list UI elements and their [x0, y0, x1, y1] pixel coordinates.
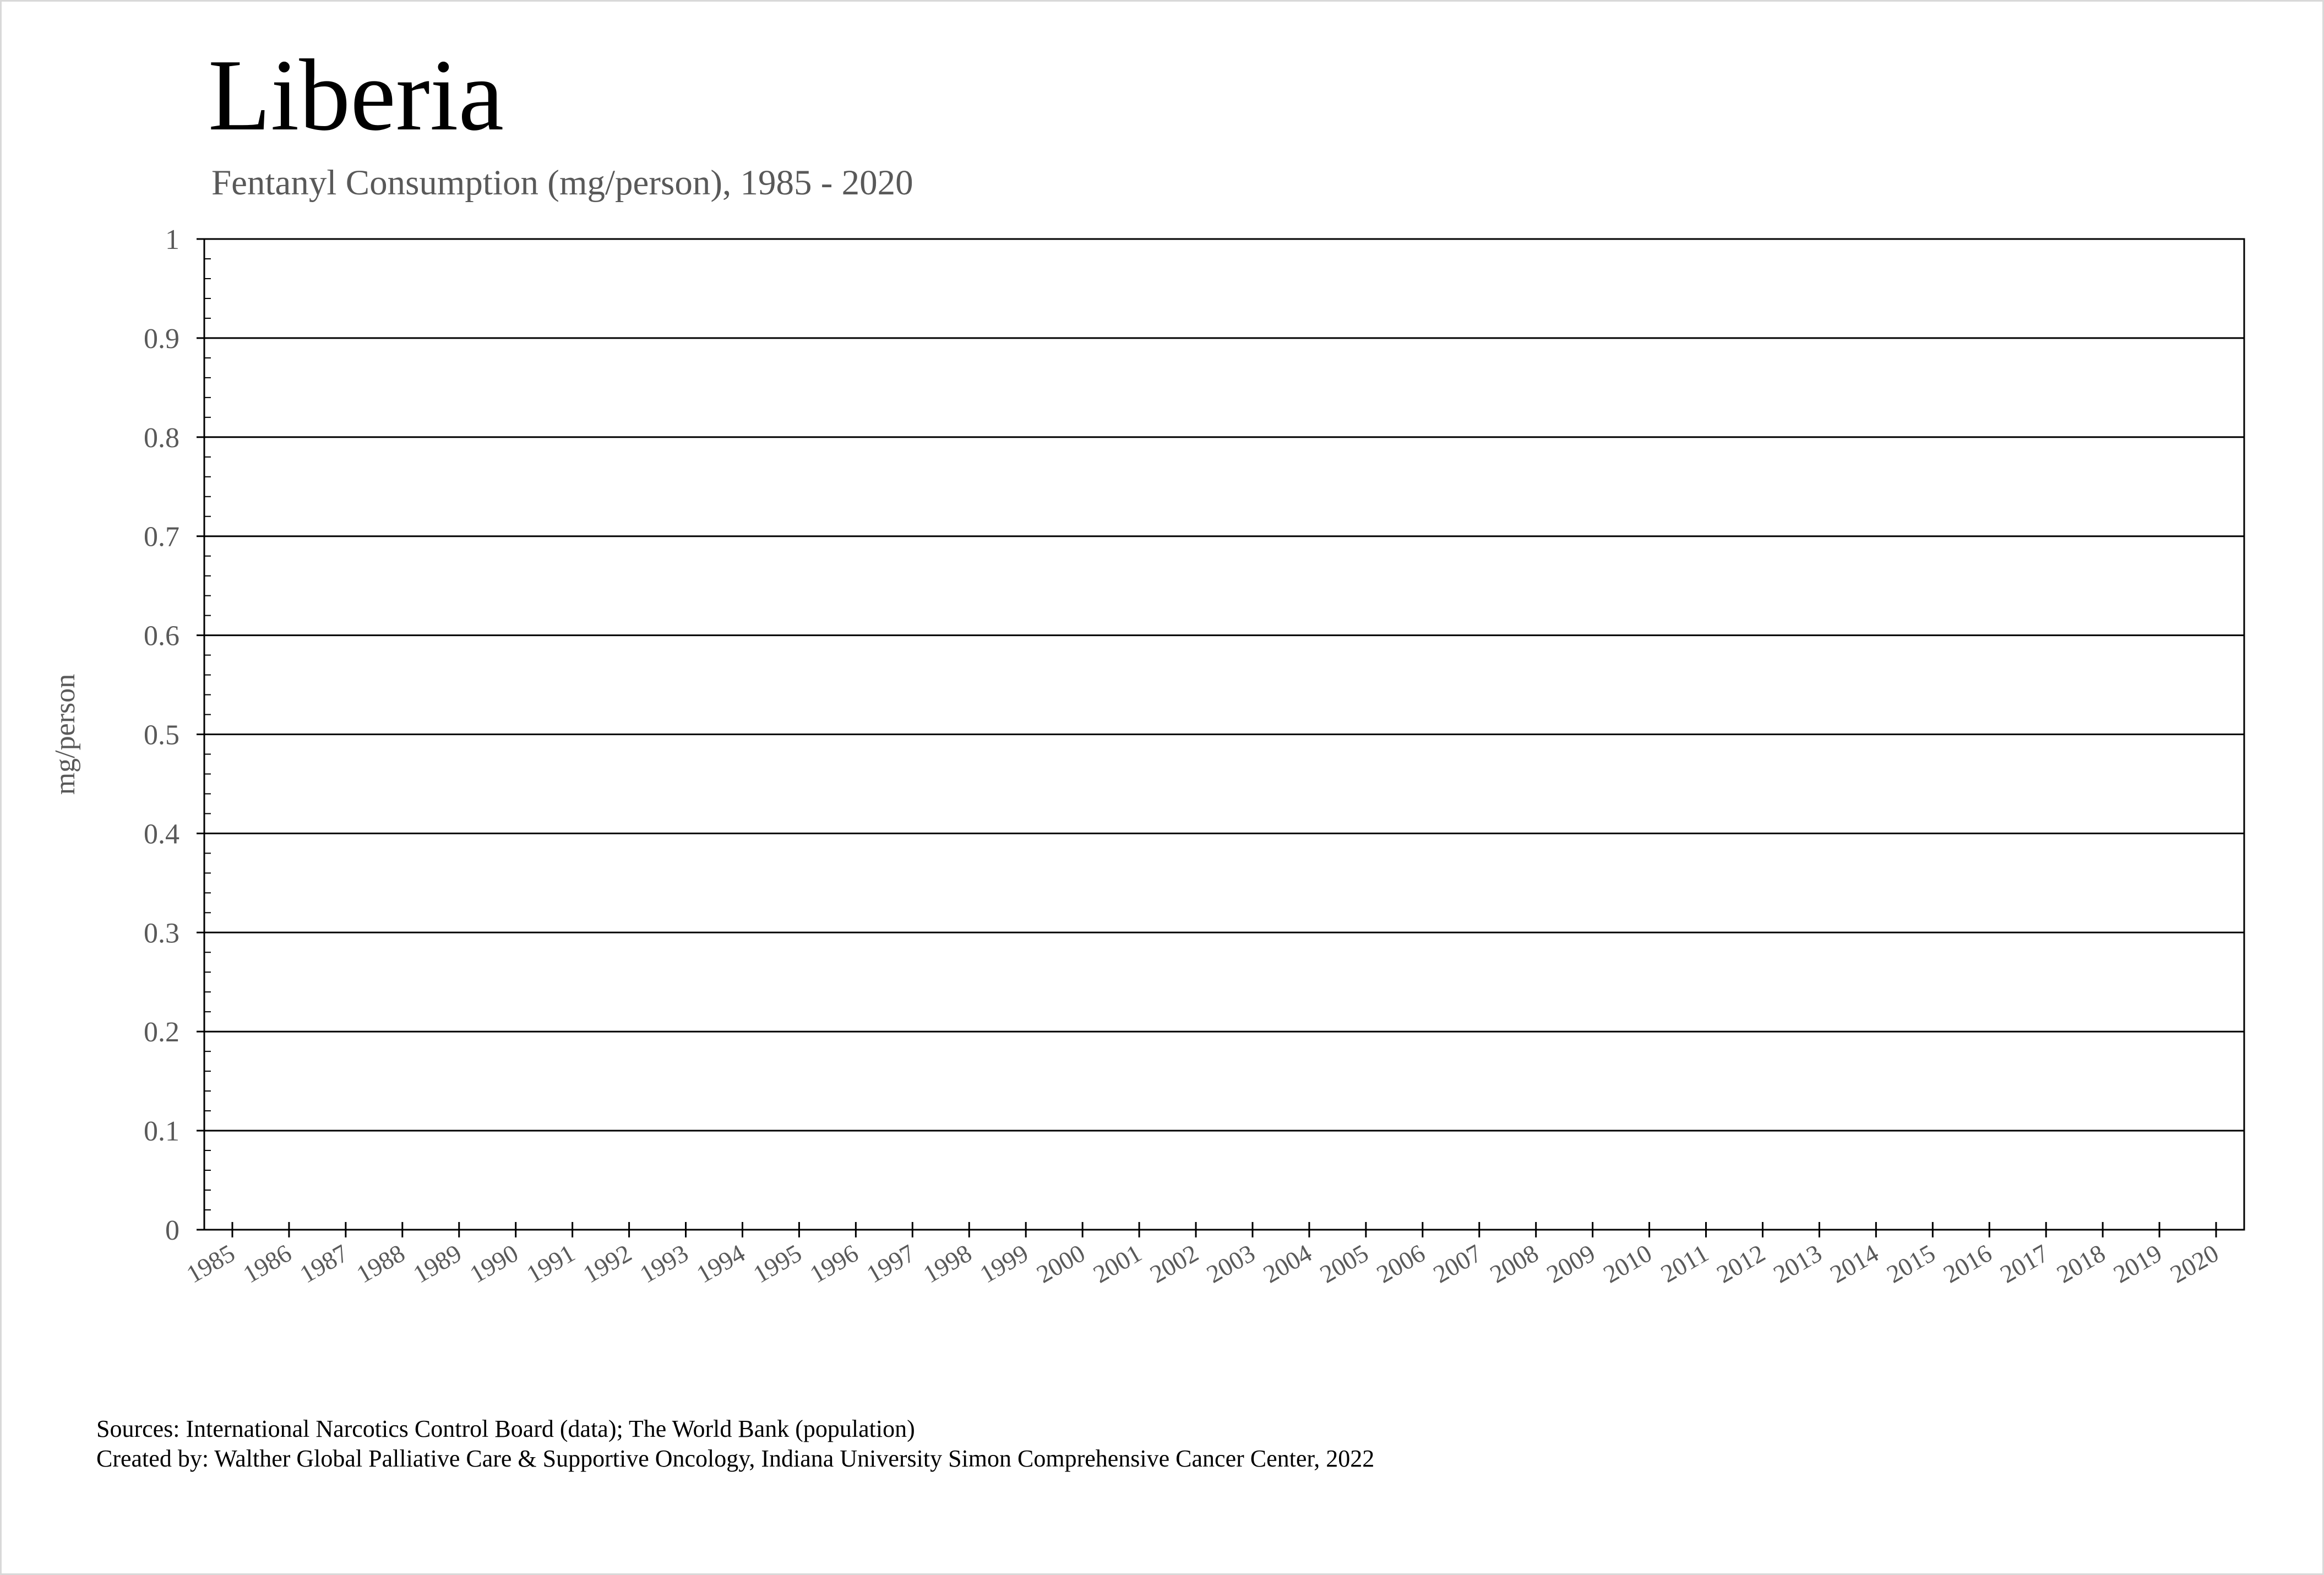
x-tick-label: 2007 [1428, 1239, 1487, 1289]
y-tick-label: 0.7 [144, 521, 179, 553]
y-tick-label: 0.4 [144, 818, 179, 850]
y-tick-labels [144, 224, 179, 1246]
x-tick-label: 2001 [1088, 1239, 1147, 1289]
x-tick-label: 1995 [748, 1239, 807, 1289]
x-tick-label: 2009 [1542, 1239, 1600, 1289]
chart-subtitle: Fentanyl Consumption (mg/person), 1985 - 2020 [211, 163, 913, 203]
x-tick-label: 2005 [1315, 1239, 1373, 1289]
y-tick-label: 0.1 [144, 1116, 179, 1148]
x-tick-label: 1999 [975, 1239, 1033, 1289]
x-tick-label: 1994 [692, 1239, 750, 1289]
y-tick-label: 0.8 [144, 422, 179, 454]
x-tick-label: 2011 [1656, 1239, 1713, 1288]
x-tick-label: 1992 [578, 1239, 636, 1289]
x-tick-label: 2016 [1939, 1239, 1997, 1289]
x-tick-label: 1997 [862, 1239, 920, 1289]
x-tick-label: 1990 [465, 1239, 523, 1289]
y-tick-label: 0.2 [144, 1017, 179, 1049]
footer-created-by: Created by: Walther Global Palliative Care & Supportive Oncology, Indiana University Simon Comprehensive Cancer Center, 2022 [96, 1445, 1375, 1472]
y-tick-label: 1 [165, 224, 179, 256]
x-tick-label: 2003 [1201, 1239, 1260, 1289]
footer-sources: Sources: International Narcotics Control Board (data); The World Bank (population) [96, 1415, 915, 1442]
x-tick-label: 2010 [1598, 1239, 1657, 1289]
x-tick-label: 1998 [918, 1239, 977, 1289]
x-tick-label: 2004 [1258, 1239, 1316, 1289]
y-tick-label: 0 [165, 1215, 179, 1246]
x-tick-label: 2015 [1882, 1239, 1940, 1289]
x-tick-label: 2008 [1485, 1239, 1543, 1289]
chart-footer [96, 1414, 1374, 1474]
x-tick-label: 2013 [1768, 1239, 1827, 1289]
x-tick-label: 2002 [1145, 1239, 1204, 1289]
y-tick-label: 0.3 [144, 917, 179, 949]
x-tick-label: 2012 [1712, 1239, 1770, 1289]
x-tick-label: 1989 [408, 1239, 466, 1289]
x-tick-label: 1993 [635, 1239, 693, 1289]
x-tick-label: 1988 [351, 1239, 410, 1289]
x-tick-label: 2018 [2051, 1239, 2110, 1289]
x-tick-label: 1987 [295, 1239, 353, 1289]
gridlines [204, 239, 2244, 1230]
x-tick-label: 1986 [238, 1239, 296, 1289]
x-tick-label: 1991 [521, 1239, 580, 1289]
y-tick-label: 0.5 [144, 719, 179, 751]
x-tick-label: 2014 [1825, 1239, 1884, 1289]
y-axis-title: mg/person [50, 674, 81, 795]
chart-title: Liberia [208, 39, 504, 152]
x-tick-label: 2019 [2108, 1239, 2167, 1289]
y-tick-label: 0.9 [144, 323, 179, 355]
x-tick-label: 1985 [181, 1239, 240, 1289]
x-tick-label: 1996 [805, 1239, 863, 1289]
y-tick-label: 0.6 [144, 620, 179, 652]
x-tick-label: 2006 [1371, 1239, 1430, 1289]
x-tick-label: 2017 [1995, 1239, 2054, 1289]
x-tick-labels [182, 1239, 2223, 1288]
x-tick-label: 2000 [1031, 1239, 1090, 1289]
x-tick-label: 2020 [2165, 1239, 2223, 1289]
